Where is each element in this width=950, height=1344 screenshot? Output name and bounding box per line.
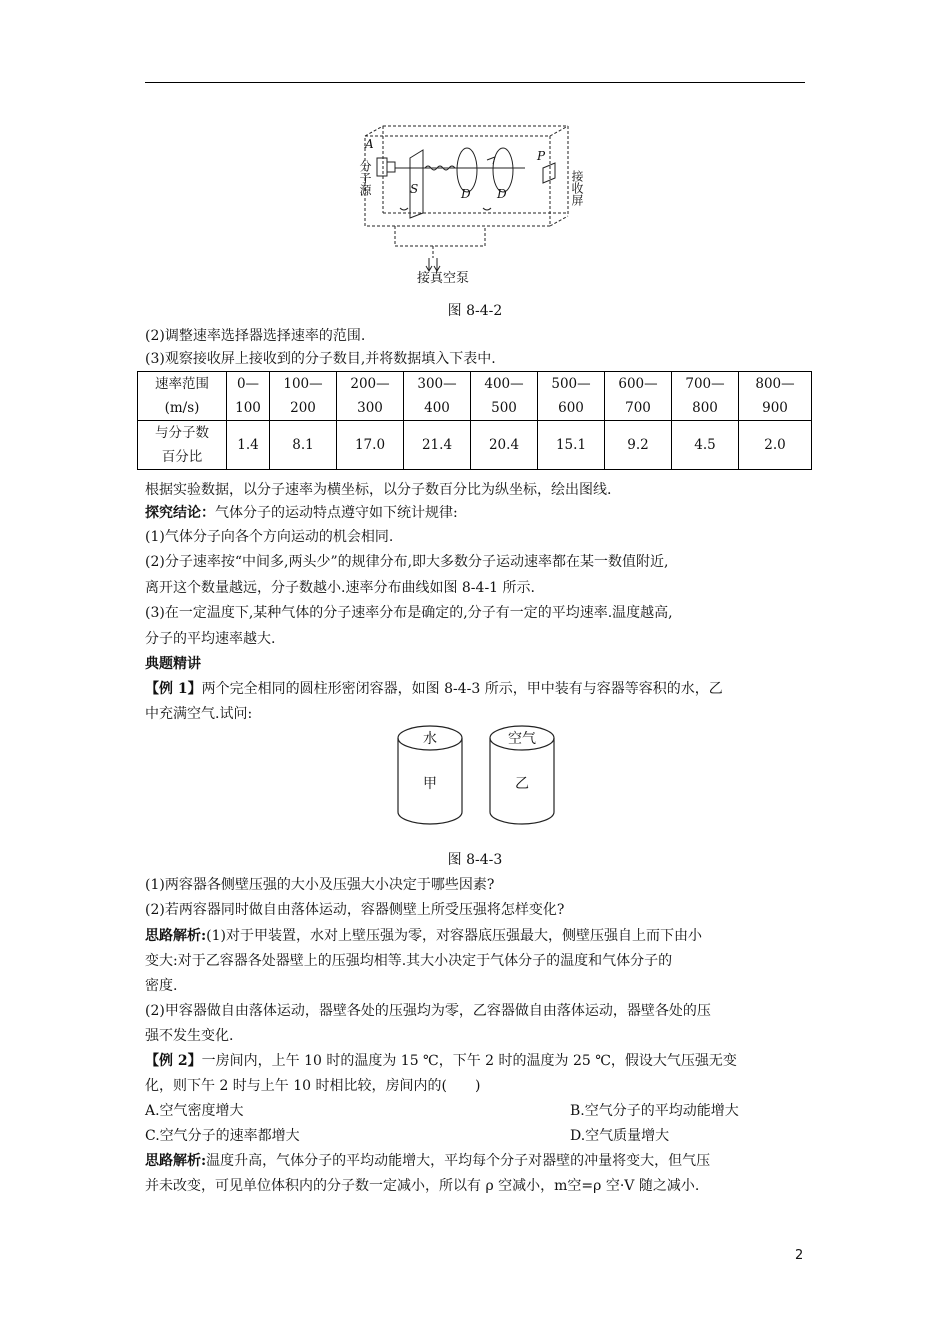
range-cell: 800— 900 — [739, 372, 812, 421]
header-label-cell: 速率范围 (m/s) — [138, 372, 227, 421]
label-d1: D — [461, 187, 471, 201]
value-cell: 17.0 — [337, 421, 404, 470]
apparatus-figure — [355, 118, 595, 288]
range-cell: 700— 800 — [672, 372, 739, 421]
speed-distribution-table — [137, 371, 812, 470]
row-label-cell: 与分子数 百分比 — [138, 421, 227, 470]
range-cell: 0— 100 — [227, 372, 270, 421]
conclusion-2a: (2)分子速率按“中间多,两头少”的规律分布,即大多数分子运动速率都在某一数值附近, — [145, 554, 669, 570]
value-cell: 2.0 — [739, 421, 812, 470]
conclusion-text: 气体分子的运动特点遵守如下统计规律: — [215, 505, 458, 521]
label-source: 分子源 — [358, 160, 372, 196]
table-row — [138, 372, 812, 421]
example-1-analysis-e: 强不发生变化. — [145, 1028, 234, 1044]
label-screen: 接收屏 — [570, 170, 584, 206]
conclusion-3a: (3)在一定温度下,某种气体的分子速率分布是确定的,分子有一定的平均速率.温度越高, — [145, 605, 673, 621]
conclusion-line — [145, 503, 458, 523]
example-1-question-1: (1)两容器各侧壁压强的大小及压强大小决定于哪些因素? — [145, 877, 495, 893]
label-d2: D — [497, 187, 507, 201]
container-yi-label: 乙 — [515, 776, 529, 792]
value-cell: 15.1 — [538, 421, 605, 470]
range-cell: 500— 600 — [538, 372, 605, 421]
value-cell: 21.4 — [404, 421, 471, 470]
value-cell: 4.5 — [672, 421, 739, 470]
value-cell: 9.2 — [605, 421, 672, 470]
table-row — [138, 421, 812, 470]
conclusion-1: (1)气体分子向各个方向运动的机会相同. — [145, 529, 394, 545]
option-b: B.空气分子的平均动能增大 — [570, 1103, 739, 1119]
example-2-line-b: 化，则下午 2 时与上午 10 时相比较，房间内的( ) — [145, 1078, 481, 1094]
example-1-line-b: 中充满空气.试问: — [145, 706, 253, 722]
range-cell: 200— 300 — [337, 372, 404, 421]
example-1-analysis-b: 变大:对于乙容器各处器壁上的压强均相等.其大小决定于气体分子的温度和气体分子的 — [145, 953, 673, 969]
value-cell: 1.4 — [227, 421, 270, 470]
analysis-label: 思路解析: — [145, 928, 207, 944]
header-rule — [145, 82, 805, 83]
example-2-label: 【例 2】 — [145, 1053, 202, 1069]
container-jia-label: 甲 — [423, 776, 437, 792]
label-s: S — [410, 182, 419, 196]
after-table-text: 根据实验数据，以分子速率为横坐标，以分子数百分比为纵坐标，绘出图线. — [145, 482, 612, 498]
option-a: A.空气密度增大 — [145, 1103, 244, 1119]
conclusion-label: 探究结论： — [145, 505, 215, 521]
example-1-line-a: 【例 1】两个完全相同的圆柱形密闭容器，如图 8-4-3 所示，甲中装有与容器等容积的水，乙 — [145, 681, 723, 697]
step-3: (3)观察接收屏上接收到的分子数目,并将数据填入下表中. — [145, 351, 496, 367]
example-2-line-a: 【例 2】一房间内，上午 10 时的温度为 15 ℃，下午 2 时的温度为 25 ℃，假设大气压强无变 — [145, 1053, 737, 1069]
example-2-analysis-b: 并未改变，可见单位体积内的分子数一定减小，所以有 ρ 空减小，m空=ρ 空·V 随之减小. — [145, 1178, 700, 1194]
example-1-analysis-a: 思路解析:(1)对于甲装置，水对上壁压强为零，对容器底压强最大，侧壁压强自上而下由小 — [145, 928, 703, 944]
range-cell: 400— 500 — [471, 372, 538, 421]
range-cell: 300— 400 — [404, 372, 471, 421]
option-c: C.空气分子的速率都增大 — [145, 1128, 300, 1144]
value-cell: 20.4 — [471, 421, 538, 470]
range-cell: 600— 700 — [605, 372, 672, 421]
range-cell: 100— 200 — [270, 372, 337, 421]
water-label: 水 — [423, 731, 437, 747]
example-1-question-2: (2)若两容器同时做自由落体运动，容器侧壁上所受压强将怎样变化? — [145, 902, 565, 918]
label-p: P — [537, 149, 546, 163]
figure3-caption: 图 8-4-3 — [447, 852, 503, 868]
conclusion-2b: 离开这个数量越远，分子数越小.速率分布曲线如图 8-4-1 所示. — [145, 580, 535, 596]
air-label: 空气 — [508, 731, 536, 747]
conclusion-3b: 分子的平均速率越大. — [145, 631, 276, 647]
figure1-caption: 图 8-4-2 — [447, 303, 503, 319]
option-d: D.空气质量增大 — [570, 1128, 670, 1144]
example-1-analysis-c: 密度. — [145, 978, 178, 994]
example-1-analysis-d: (2)甲容器做自由落体运动，器壁各处的压强均为零，乙容器做自由落体运动，器壁各处的压 — [145, 1003, 711, 1019]
cylinders-figure — [370, 720, 580, 830]
label-a: A — [365, 137, 374, 151]
step-2: (2)调整速率选择器选择速率的范围. — [145, 328, 366, 344]
section-title: 典题精讲 — [145, 656, 201, 672]
example-2-analysis-a: 思路解析:温度升高，气体分子的平均动能增大，平均每个分子对器壁的冲量将变大，但气压 — [145, 1153, 711, 1169]
example-1-label: 【例 1】 — [145, 681, 202, 697]
page-number: 2 — [795, 1248, 804, 1263]
analysis-label-2: 思路解析: — [145, 1153, 207, 1169]
label-pump: 接真空泵 — [417, 271, 470, 286]
value-cell: 8.1 — [270, 421, 337, 470]
